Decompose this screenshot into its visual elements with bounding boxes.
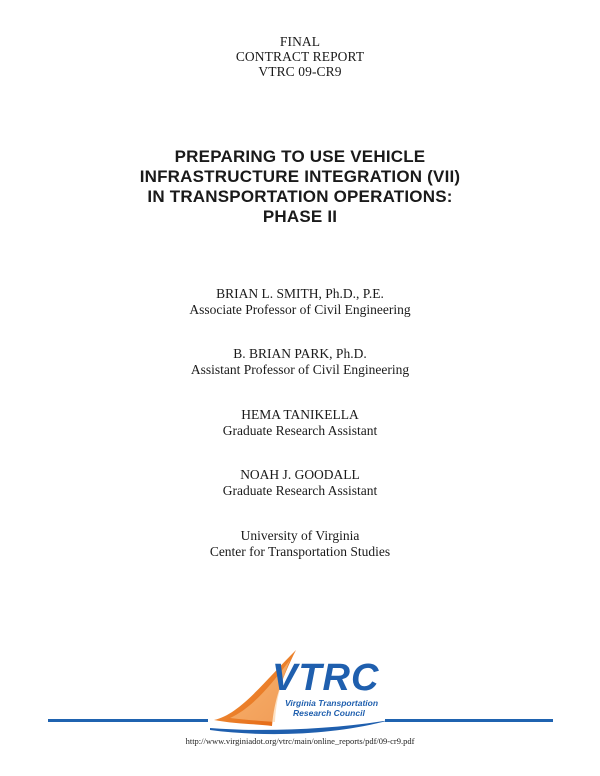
affiliation-university: University of Virginia: [240, 528, 360, 543]
title-line-2: INFRASTRUCTURE INTEGRATION (VII): [139, 167, 461, 186]
affiliation-block: [0, 528, 600, 560]
vtrc-logo-area: [0, 640, 600, 740]
vtrc-subtitle-line-2: Research Council: [293, 708, 365, 718]
report-category-line: CONTRACT REPORT: [235, 49, 365, 64]
report-type-line: FINAL: [279, 34, 321, 49]
title-line-4: PHASE II: [262, 207, 338, 226]
author-name: B. BRIAN PARK, Ph.D.: [233, 346, 367, 361]
logo-rule-right: [385, 719, 553, 722]
author-block: [0, 467, 600, 499]
author-name: BRIAN L. SMITH, Ph.D., P.E.: [216, 286, 384, 301]
author-role: Graduate Research Assistant: [222, 423, 378, 438]
author-name: HEMA TANIKELLA: [241, 407, 359, 422]
report-header: [0, 34, 600, 79]
logo-rule-left: [48, 719, 208, 722]
author-role: Assistant Professor of Civil Engineering: [190, 362, 410, 377]
title-line-3: IN TRANSPORTATION OPERATIONS:: [147, 187, 453, 206]
author-block: [0, 407, 600, 439]
report-title: [0, 147, 600, 227]
vtrc-logo-text: VTRC: [272, 657, 380, 699]
vtrc-subtitle-line-1: Virginia Transportation: [285, 698, 379, 708]
report-number-line: VTRC 09-CR9: [258, 64, 342, 79]
report-url[interactable]: http://www.virginiadot.org/vtrc/main/online_reports/pdf/09-cr9.pdf: [185, 736, 415, 746]
author-block: [0, 346, 600, 378]
author-role: Graduate Research Assistant: [222, 483, 378, 498]
author-name: NOAH J. GOODALL: [240, 467, 360, 482]
affiliation-center: Center for Transportation Studies: [209, 544, 391, 559]
author-block: [0, 286, 600, 318]
author-role: Associate Professor of Civil Engineering: [189, 302, 411, 317]
title-line-1: PREPARING TO USE VEHICLE: [174, 147, 426, 166]
vtrc-logo-subtitle: [285, 698, 395, 718]
